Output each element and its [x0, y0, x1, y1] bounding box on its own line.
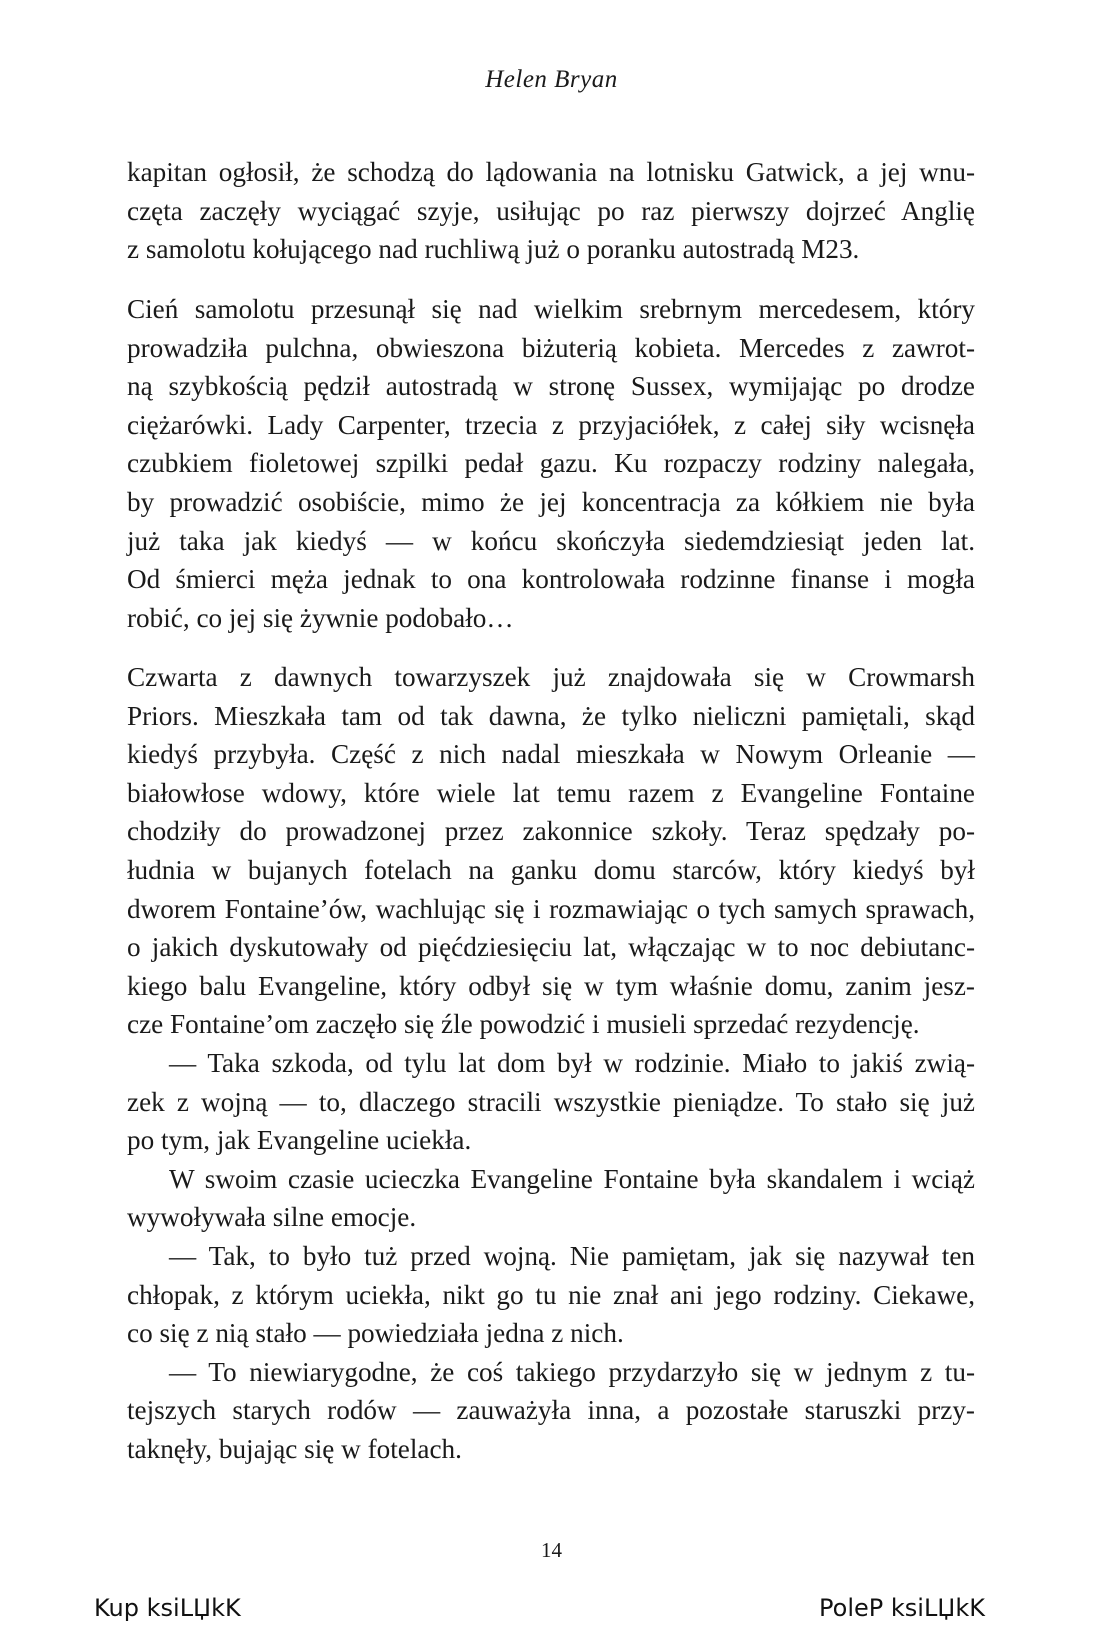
text-line: częta zaczęły wyciągać szyje, usiłując po raz pierwszy dojrzeć Anglię	[127, 195, 975, 226]
text-line: kiedyś przybyła. Część z nich nadal mieszkała w Nowym Orleanie —	[127, 739, 975, 770]
text-line: W swoim czasie ucieczka Evangeline Fontaine była skandalem i wciąż	[169, 1163, 975, 1194]
text-line: po tym, jak Evangeline uciekła.	[127, 1125, 472, 1156]
text-line: — Taka szkoda, od tylu lat dom był w rodzinie. Miało to jakiś zwią-	[169, 1047, 975, 1078]
text-line: już taka jak kiedyś — w końcu skończyła siedemdziesiąt jeden lat.	[127, 525, 975, 556]
text-line: łudnia w bujanych fotelach na ganku domu starców, który kiedyś był	[127, 854, 975, 885]
text-line: by prowadzić osobiście, mimo że jej koncentracja za kółkiem nie była	[127, 486, 975, 517]
text-line: cze Fontaine’om zaczęło się źle powodzić i musieli sprzedać rezydencję.	[127, 1009, 920, 1040]
text-line: prowadziła pulchna, obwieszona biżuterią kobieta. Mercedes z zawrot-	[127, 332, 975, 363]
text-line: czubkiem fioletowej szpilki pedał gazu. Ku rozpaczy rodziny nalegała,	[127, 448, 975, 479]
text-line: chodziły do prowadzonej przez zakonnice szkoły. Teraz spędzały po-	[127, 816, 975, 847]
text-line: dworem Fontaine’ów, wachlując się i rozmawiając o tych samych sprawach,	[127, 893, 975, 924]
text-line: Czwarta z dawnych towarzyszek już znajdowała się w Crowmarsh	[127, 662, 975, 692]
text-line: białowłose wdowy, które wiele lat temu razem z Evangeline Fontaine	[127, 777, 975, 808]
text-line: z samolotu kołującego nad ruchliwą już o poranku autostradą M23.	[127, 234, 860, 265]
text-line: Priors. Mieszkała tam od tak dawna, że tylko nieliczni pamiętali, skąd	[127, 700, 975, 731]
text-line: o jakich dyskutowały od pięćdziesięciu lat, włączając w to noc debiutanc-	[127, 932, 975, 963]
text-line: co się z nią stało — powiedziała jedna z nich.	[127, 1318, 624, 1349]
text-line: ną szybkością pędził autostradą w stronę Sussex, wymijając po drodze	[127, 371, 975, 402]
text-line: tejszych starych rodów — zauważyła inna, a pozostałe staruszki przy-	[127, 1395, 975, 1426]
text-line: zek z wojną — to, dlaczego stracili wszystkie pieniądze. To stało się już	[127, 1086, 975, 1117]
text-line: Od śmierci męża jednak to ona kontrolowała rodzinne finanse i mogła	[127, 564, 975, 595]
text-line: ciężarówki. Lady Carpenter, trzecia z przyjaciółek, z całej siły wcisnęła	[127, 409, 975, 440]
text-line: chłopak, z którym uciekła, nikt go tu nie znał ani jego rodziny. Ciekawe,	[127, 1279, 975, 1310]
recommend-book-link[interactable]: PoleP ksiLЏkK	[819, 1594, 985, 1622]
text-line: robić, co jej się żywnie podobało…	[127, 602, 514, 633]
running-header-author: Helen Bryan	[485, 66, 618, 93]
text-line: kapitan ogłosił, że schodzą do lądowania na lotnisku Gatwick, a jej wnu-	[127, 157, 975, 187]
text-line: taknęły, bujając się w fotelach.	[127, 1433, 462, 1464]
text-block-p2	[127, 290, 975, 637]
text-block-p3	[127, 658, 975, 1468]
text-line: Cień samolotu przesunął się nad wielkim srebrnym mercedesem, który	[127, 294, 975, 324]
text-line: — Tak, to było tuż przed wojną. Nie pamiętam, jak się nazywał ten	[169, 1240, 975, 1271]
page-number: 14	[541, 1538, 562, 1562]
text-line: — To niewiarygodne, że coś takiego przydarzyło się w jednym z tu-	[169, 1356, 975, 1387]
buy-book-link[interactable]: Kup ksiLЏkK	[94, 1594, 241, 1622]
text-line: kiego balu Evangeline, który odbył się w tym właśnie domu, zanim jesz-	[127, 970, 975, 1001]
text-block-p1	[127, 153, 975, 269]
text-line: wywoływała silne emocje.	[127, 1202, 417, 1233]
